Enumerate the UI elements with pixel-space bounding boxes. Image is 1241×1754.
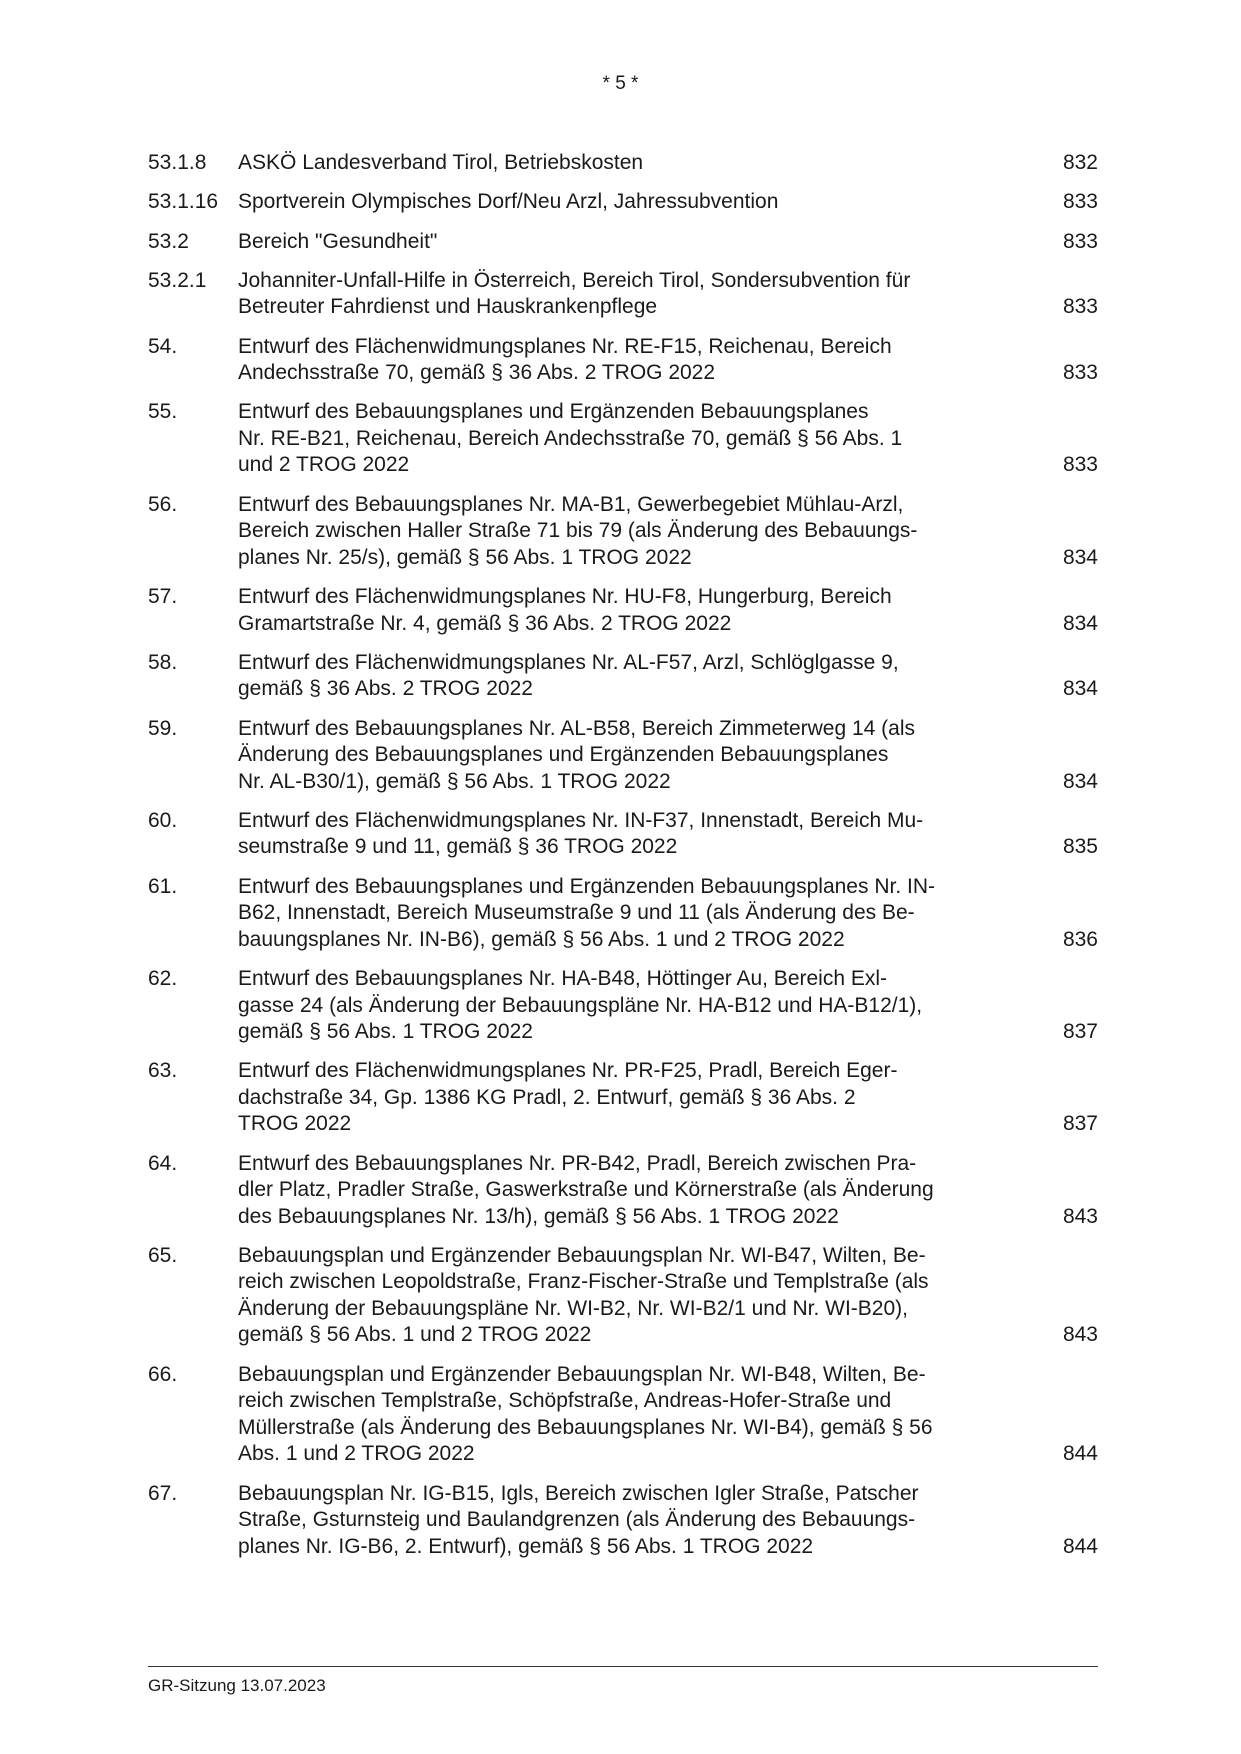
- toc-entry-title-line: seumstraße 9 und 11, gemäß § 36 TROG 2022: [238, 835, 678, 859]
- toc-entry-number: 63.: [148, 1059, 178, 1083]
- toc-entry: [148, 650, 1098, 703]
- toc-entry-title-line: gemäß § 56 Abs. 1 TROG 2022: [238, 1020, 533, 1044]
- toc-entry: [148, 808, 1098, 861]
- toc-entry-title: [238, 584, 1038, 637]
- toc-entry-title-line: Gramartstraße Nr. 4, gemäß § 36 Abs. 2 TROG 2022: [238, 611, 732, 635]
- toc-entry-page: 833: [1062, 295, 1098, 319]
- toc-entry-title-line: Entwurf des Flächenwidmungsplanes Nr. RE-F15, Reichenau, Bereich: [238, 334, 892, 358]
- toc-entry-title: [238, 492, 1038, 572]
- toc-entry-title-line: Andechsstraße 70, gemäß § 36 Abs. 2 TROG 2022: [238, 361, 716, 385]
- toc-entry-title-line: Betreuter Fahrdienst und Hauskrankenpflege: [238, 295, 658, 319]
- toc-entry-title: [238, 808, 1038, 861]
- toc-entry-title: [238, 1243, 1038, 1349]
- toc-entry-number: 54.: [148, 334, 178, 358]
- toc-entry-title: [238, 1058, 1038, 1138]
- toc-entry-title: [238, 268, 1038, 321]
- toc-entry-title: [238, 399, 1038, 479]
- toc-entry-page: 844: [1062, 1442, 1098, 1466]
- toc-entry: [148, 584, 1098, 637]
- toc-entry-page: 834: [1062, 769, 1098, 793]
- toc-entry-page: 834: [1062, 677, 1098, 701]
- toc-entry: [148, 1151, 1098, 1231]
- toc-entry-title: [238, 189, 1038, 216]
- toc-entry-title-line: Entwurf des Bebauungsplanes und Ergänzenden Bebauungsplanes Nr. IN-: [238, 874, 935, 898]
- toc-entry-title-line: und 2 TROG 2022: [238, 453, 410, 477]
- toc-entry-title-line: Änderung des Bebauungsplanes und Ergänzenden Bebauungsplanes: [238, 743, 889, 767]
- toc-entry-number: 55.: [148, 400, 178, 424]
- toc-entry-title-line: des Bebauungsplanes Nr. 13/h), gemäß § 56 Abs. 1 TROG 2022: [238, 1204, 839, 1228]
- toc-entry-number: 53.2: [148, 229, 189, 253]
- toc-entry-number: 61.: [148, 874, 178, 898]
- toc-entry-title-line: reich zwischen Templstraße, Schöpfstraße, Andreas-Hofer-Straße und: [238, 1389, 892, 1413]
- toc-entry-title-line: Entwurf des Flächenwidmungsplanes Nr. HU-F8, Hungerburg, Bereich: [238, 585, 892, 609]
- toc-entry-page: 837: [1062, 1112, 1098, 1136]
- toc-entry: [148, 229, 1098, 256]
- toc-entry: [148, 874, 1098, 954]
- toc-entry-number: 59.: [148, 716, 178, 740]
- toc-entry-title-line: dler Platz, Pradler Straße, Gaswerkstraße und Körnerstraße (als Änderung: [238, 1178, 934, 1202]
- toc-entry-number: 65.: [148, 1243, 178, 1267]
- toc-entry-title: [238, 1481, 1038, 1561]
- toc-entry-number: 62.: [148, 967, 178, 991]
- toc-entry-page: 837: [1062, 1020, 1098, 1044]
- toc-entry: [148, 189, 1098, 216]
- toc-entry-title-line: Entwurf des Bebauungsplanes Nr. HA-B48, Höttinger Au, Bereich Exl-: [238, 967, 888, 991]
- toc-entry-number: 66.: [148, 1362, 178, 1386]
- toc-entry-page: 844: [1062, 1534, 1098, 1558]
- toc-entry: [148, 399, 1098, 479]
- toc-entry-title-line: B62, Innenstadt, Bereich Museumstraße 9 und 11 (als Änderung des Be-: [238, 901, 915, 925]
- toc-entry-title-line: Entwurf des Bebauungsplanes Nr. MA-B1, Gewerbegebiet Mühlau-Arzl,: [238, 492, 904, 516]
- toc-entry-page: 833: [1062, 361, 1098, 385]
- toc-entry: [148, 150, 1098, 177]
- toc-entry: [148, 1058, 1098, 1138]
- toc-entry-page: 843: [1062, 1204, 1098, 1228]
- toc-entry-number: 60.: [148, 808, 178, 832]
- toc-entry-number: 53.1.16: [148, 190, 219, 214]
- toc-entry-page: 836: [1062, 927, 1098, 951]
- toc-entry: [148, 1362, 1098, 1468]
- toc-entry-title-line: Bereich zwischen Haller Straße 71 bis 79 (als Änderung des Bebauungs-: [238, 519, 918, 543]
- toc-entry-title-line: planes Nr. 25/s), gemäß § 56 Abs. 1 TROG 2022: [238, 545, 692, 569]
- footer-divider: [148, 1666, 1098, 1667]
- table-of-contents: [148, 150, 1098, 1573]
- toc-entry-title-line: Entwurf des Flächenwidmungsplanes Nr. AL-F57, Arzl, Schlöglgasse 9,: [238, 650, 899, 674]
- toc-entry-title-line: Bebauungsplan und Ergänzender Bebauungsplan Nr. WI-B48, Wilten, Be-: [238, 1362, 926, 1386]
- toc-entry: [148, 716, 1098, 796]
- toc-entry-title-line: planes Nr. IG-B6, 2. Entwurf), gemäß § 56 Abs. 1 TROG 2022: [238, 1534, 814, 1558]
- toc-entry-title-line: Bebauungsplan Nr. IG-B15, Igls, Bereich zwischen Igler Straße, Patscher: [238, 1481, 919, 1505]
- toc-entry-page: 832: [1062, 151, 1098, 174]
- toc-entry-title-line: Entwurf des Bebauungsplanes und Ergänzenden Bebauungsplanes: [238, 400, 869, 424]
- toc-entry-number: 64.: [148, 1151, 178, 1175]
- toc-entry-title-line: Entwurf des Bebauungsplanes Nr. PR-B42, Pradl, Bereich zwischen Pra-: [238, 1151, 917, 1175]
- toc-entry-page: 833: [1062, 229, 1098, 253]
- toc-entry-title-line: gemäß § 56 Abs. 1 und 2 TROG 2022: [238, 1323, 592, 1347]
- toc-entry-title: [238, 334, 1038, 387]
- toc-entry-title-line: Bereich "Gesundheit": [238, 229, 438, 253]
- toc-entry-title-line: Nr. AL-B30/1), gemäß § 56 Abs. 1 TROG 2022: [238, 769, 671, 793]
- toc-entry-page: 835: [1062, 835, 1098, 859]
- toc-entry-title: [238, 229, 1038, 256]
- toc-entry-title-line: Bebauungsplan und Ergänzender Bebauungsplan Nr. WI-B47, Wilten, Be-: [238, 1243, 926, 1267]
- toc-entry-title: [238, 650, 1038, 703]
- toc-entry-number: 67.: [148, 1481, 178, 1505]
- toc-entry-page: 833: [1062, 190, 1098, 214]
- toc-entry-title-line: TROG 2022: [238, 1112, 352, 1136]
- toc-entry-title: [238, 150, 1038, 177]
- toc-entry-title-line: Johanniter-Unfall-Hilfe in Österreich, Bereich Tirol, Sondersubvention für: [238, 268, 911, 292]
- toc-entry-number: 58.: [148, 650, 178, 674]
- toc-entry-title-line: Müllerstraße (als Änderung des Bebauungsplanes Nr. WI-B4), gemäß § 56: [238, 1415, 933, 1439]
- toc-entry: [148, 1243, 1098, 1349]
- toc-entry-title-line: Entwurf des Bebauungsplanes Nr. AL-B58, Bereich Zimmeterweg 14 (als: [238, 716, 916, 740]
- toc-entry: [148, 268, 1098, 321]
- toc-entry-page: 834: [1062, 545, 1098, 569]
- toc-entry-title: [238, 874, 1038, 954]
- toc-entry-page: 834: [1062, 611, 1098, 635]
- toc-entry-title-line: Änderung der Bebauungspläne Nr. WI-B2, Nr. WI-B2/1 und Nr. WI-B20),: [238, 1296, 908, 1320]
- toc-entry-title-line: bauungsplanes Nr. IN-B6), gemäß § 56 Abs. 1 und 2 TROG 2022: [238, 927, 845, 951]
- toc-entry-page: 833: [1062, 453, 1098, 477]
- toc-entry-title-line: Sportverein Olympisches Dorf/Neu Arzl, Jahressubvention: [238, 190, 779, 214]
- toc-entry-title-line: Straße, Gsturnsteig und Baulandgrenzen (als Änderung des Bebauungs-: [238, 1508, 916, 1532]
- page-number: * 5 *: [602, 73, 639, 94]
- footer-session-date: GR-Sitzung 13.07.2023: [148, 1676, 326, 1695]
- toc-entry-title-line: gasse 24 (als Änderung der Bebauungspläne Nr. HA-B12 und HA-B12/1),: [238, 993, 923, 1017]
- toc-entry-title: [238, 716, 1038, 796]
- toc-entry-title-line: ASKÖ Landesverband Tirol, Betriebskosten: [238, 151, 644, 174]
- toc-entry-title-line: reich zwischen Leopoldstraße, Franz-Fischer-Straße und Templstraße (als: [238, 1270, 929, 1294]
- toc-entry-title-line: Entwurf des Flächenwidmungsplanes Nr. PR-F25, Pradl, Bereich Eger-: [238, 1059, 898, 1083]
- toc-entry: [148, 492, 1098, 572]
- toc-entry-title-line: Entwurf des Flächenwidmungsplanes Nr. IN-F37, Innenstadt, Bereich Mu-: [238, 808, 924, 832]
- toc-entry-title: [238, 1151, 1038, 1231]
- toc-entry-title: [238, 1362, 1038, 1468]
- toc-entry-title-line: Nr. RE-B21, Reichenau, Bereich Andechsstraße 70, gemäß § 56 Abs. 1: [238, 426, 903, 450]
- toc-entry: [148, 334, 1098, 387]
- toc-entry-title: [238, 966, 1038, 1046]
- toc-entry-number: 53.1.8: [148, 151, 207, 174]
- toc-entry-number: 56.: [148, 492, 178, 516]
- toc-entry: [148, 966, 1098, 1046]
- toc-entry: [148, 1481, 1098, 1561]
- toc-entry-page: 843: [1062, 1323, 1098, 1347]
- toc-entry-number: 57.: [148, 585, 178, 609]
- toc-entry-title-line: gemäß § 36 Abs. 2 TROG 2022: [238, 677, 533, 701]
- toc-entry-number: 53.2.1: [148, 268, 207, 292]
- toc-entry-title-line: Abs. 1 und 2 TROG 2022: [238, 1442, 475, 1466]
- toc-entry-title-line: dachstraße 34, Gp. 1386 KG Pradl, 2. Entwurf, gemäß § 36 Abs. 2: [238, 1085, 856, 1109]
